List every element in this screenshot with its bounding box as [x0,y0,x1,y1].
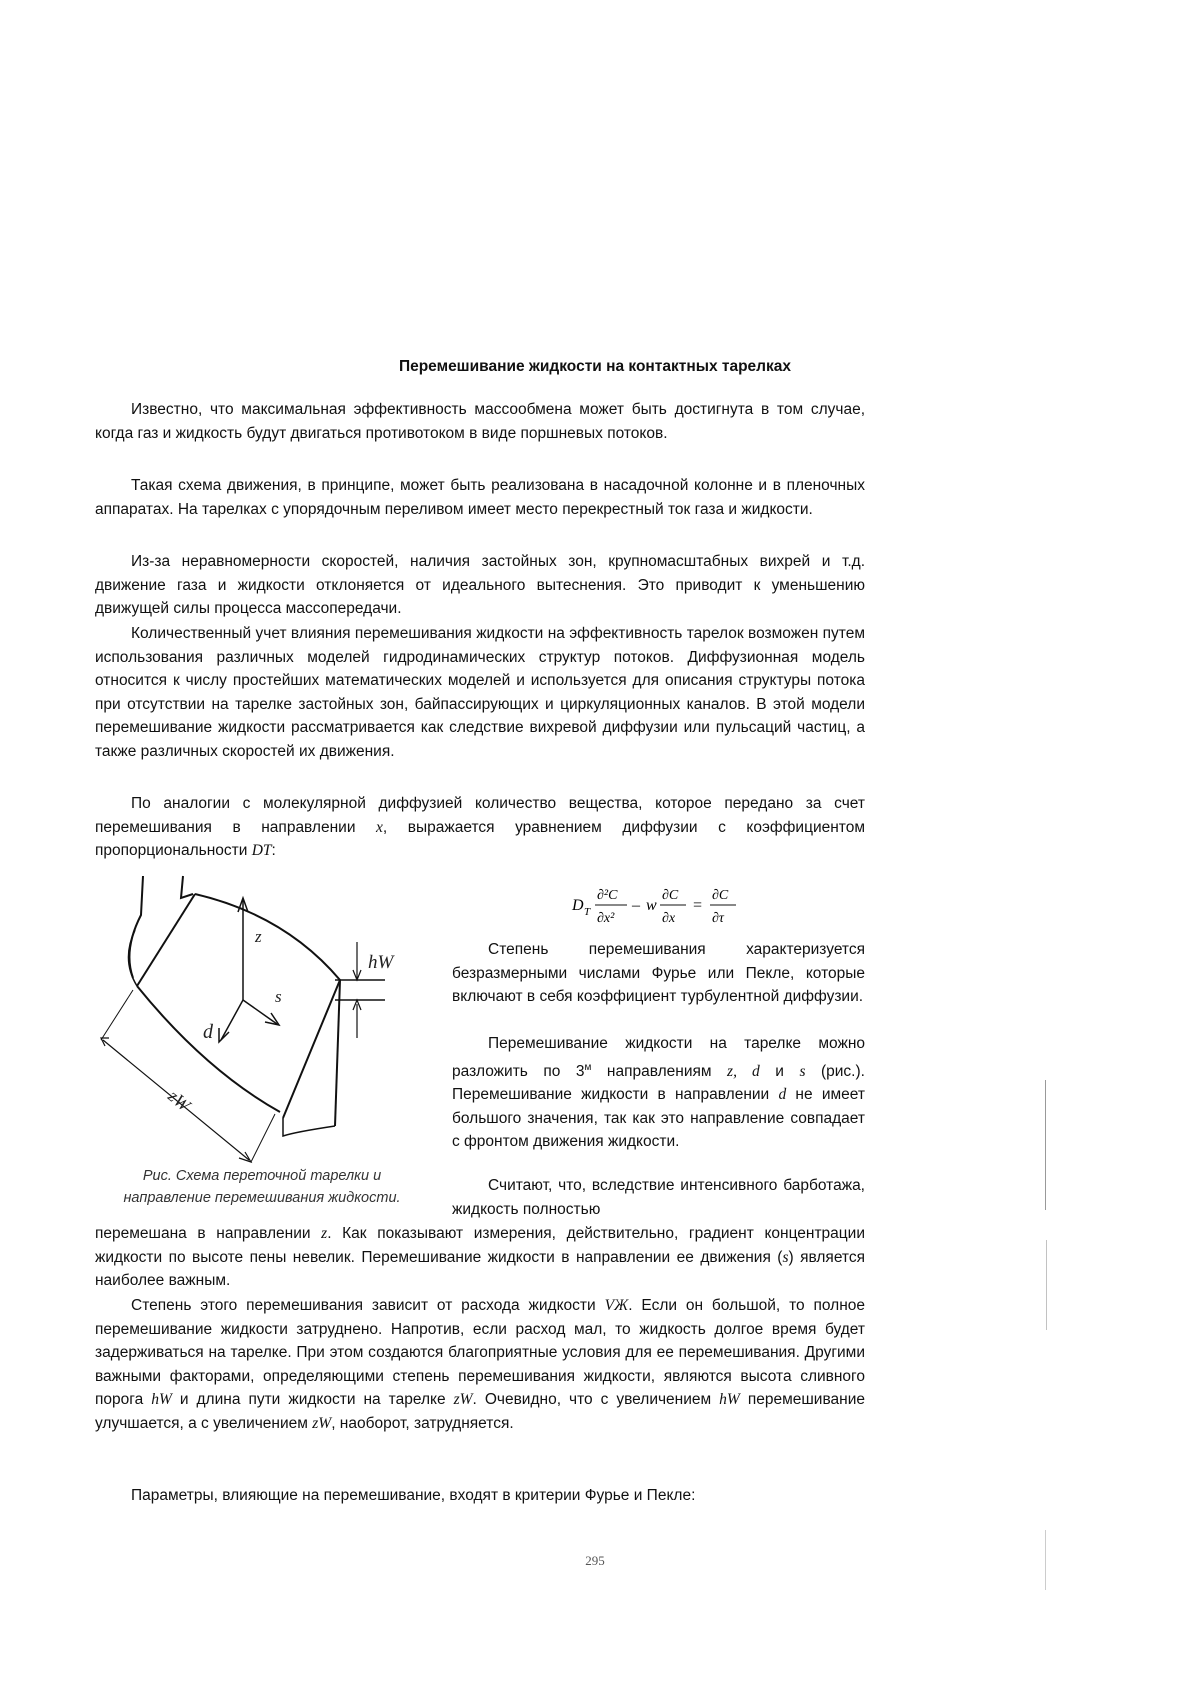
p7-c: и длина пути жидкости на тарелке [171,1391,454,1408]
rp2-sup: м [584,1061,592,1073]
tray-top-edge-line [195,894,340,980]
p7-hw2: hW [719,1391,740,1408]
rp2-s: s [799,1062,806,1080]
paragraph-5 [95,792,865,863]
p7-hw: hW [151,1391,172,1408]
p5-var-dt: DT [251,842,272,859]
z-label: z [255,927,262,946]
scan-artifact-line [1046,1240,1047,1330]
rp2-c: и [759,1062,800,1080]
paragraph-2: Такая схема движения, в принципе, может быть реализована в насадочной колонне и в пленочных аппаратах. На тарелках с упорядочным переливом имеет место перекрестный ток газа и жидкости. [95,477,865,518]
eq-minus: – [632,897,640,914]
figure-caption [92,1165,432,1209]
section-title: Перемешивание жидкости на контактных тарелках [398,358,792,375]
eq-equals: = [692,897,703,914]
p7-zw: zW [453,1391,473,1408]
rp2-a: Перемешивание жидкости на тарелке можно разложить по 3 [452,1035,865,1080]
eq-t-sub: T [584,906,591,918]
eq-den3: ∂τ [712,911,724,926]
tray-diagram [95,870,435,1170]
zw-ext-right [251,1114,275,1162]
d-axis-line [221,1000,243,1040]
weir-back-line [335,980,340,1126]
p6-z: z [321,1225,328,1242]
scan-artifact-line [1045,1530,1046,1590]
p7-b: . Если он большой, то полное перемешивание жидкости затруднено. Напротив, если расход мал, то жидкость долгое время будет задерживаться на тарелке. При этом создаются благоприятные условия для ее перемешивания. Другими важными факторами, определяющими степень перемешивания жидкости, являются высота сливного порога [95,1297,866,1408]
paragraph-4: Количественный учет влияния перемешивания жидкости на эффективность тарелок возможен путем использования различных моделей гидродинамических структур потоков. Диффузионная модель относится к числу простейших математических моделей и используется для описания структуры потока при отсутствии на тарелке застойных зон, байпассирующих и циркуляционных каналов. В этой модели перемешивание жидкости рассматривается как следствие вихревой диффузии или пульсаций частиц, а также различных скоростей их движения. [95,625,865,760]
eq-w: w [646,897,657,914]
s-axis-line [243,1000,277,1024]
paragraph-3: Из-за неравномерности скоростей, наличия застойных зон, крупномасштабных вихрей и т.д. движение газа и жидкости отклоняется от идеального вытеснения. Это приводит к уменьшению движущей силы процесса массопередачи. [95,553,865,617]
s-label: s [275,987,282,1006]
paragraph-8: Параметры, влияющие на перемешивание, входят в критерии Фурье и Пекле: [131,1487,696,1504]
p6-a: перемешана в направлении [95,1225,322,1242]
p7-e: перемешивание улучшается, а с увеличением [95,1391,865,1432]
hw-label: hW [368,952,394,973]
p5-text-b: , выражается уравнением диффузии с коэффициентом пропорциональности [95,818,865,859]
paragraph-7 [95,1294,865,1435]
eq-den2: ∂x [662,911,676,926]
right-paragraph-3: Считают, что, вследствие интенсивного барботажа, жидкость полностью [452,1177,865,1218]
p5-var-x: x [376,818,383,836]
p7-d: . Очевидно, что с увеличением [472,1391,720,1408]
weir-bottom-line [283,1118,335,1136]
eq-num1: ∂²C [597,888,618,903]
p6-b: . Как показывают измерения, действительно, градиент концентрации жидкости по высоте пены невелик. Перемешивание жидкости в направлении ее движения ( [95,1225,865,1266]
right-paragraph-2 [452,1032,865,1154]
p6-s: s [782,1248,789,1266]
rp2-d: (рис.). Перемешивание жидкости в направлении [452,1062,865,1104]
p5-text-c: : [271,842,276,859]
tray-bottom-edge-line [137,986,280,1112]
d-label: d [203,1021,213,1043]
right-paragraph-1: Степень перемешивания характеризуется безразмерными числами Фурье или Пекле, которые включают в себя коэффициент турбулентной диффузии. [452,941,865,1005]
paragraph-6 [95,1222,865,1293]
left-inlet-line [181,876,193,898]
rp2-z: z, d [727,1062,760,1080]
eq-num2: ∂C [662,888,679,903]
weir-front-line [283,980,340,1118]
eq-den1: ∂x² [597,911,615,926]
eq-num3: ∂C [712,888,729,903]
caption-line-2: направление перемешивания жидкости. [123,1190,401,1206]
p6-c: ) является наиболее важным. [95,1248,866,1289]
p7-f: , наоборот, затрудняется. [331,1414,514,1432]
rp2-e: не имеет большого значения, так как это направление совпадает с фронтом движения жидкости. [452,1086,865,1151]
rp2-b: направлениям [591,1062,728,1080]
zw-ext-left [101,990,133,1040]
left-wall-line [129,876,143,978]
p7-zw2: zW [312,1414,332,1432]
rp2-dd: d [778,1086,787,1104]
eq-d: D [572,897,584,914]
paragraph-1: Известно, что максимальная эффективность массообмена может быть достигнута в том случае, когда газ и жидкость будут двигаться противотоком в виде поршневых потоков. [95,401,865,442]
diffusion-equation [570,880,770,930]
scan-artifact-line [1045,1080,1046,1210]
p5-text-a: По аналогии с молекулярной диффузией количество вещества, которое передано за счет перемешивания в направлении [95,795,865,836]
p7-v: VЖ [604,1297,629,1314]
tray-left-edge-line [137,894,195,986]
caption-line-1: Рис. Схема переточной тарелки и [142,1168,382,1184]
p7-a: Степень этого перемешивания зависит от расхода жидкости [131,1297,605,1314]
zw-label: zW [164,1085,195,1116]
s-arrowhead [265,1013,279,1025]
page-number: 295 [585,1553,605,1568]
